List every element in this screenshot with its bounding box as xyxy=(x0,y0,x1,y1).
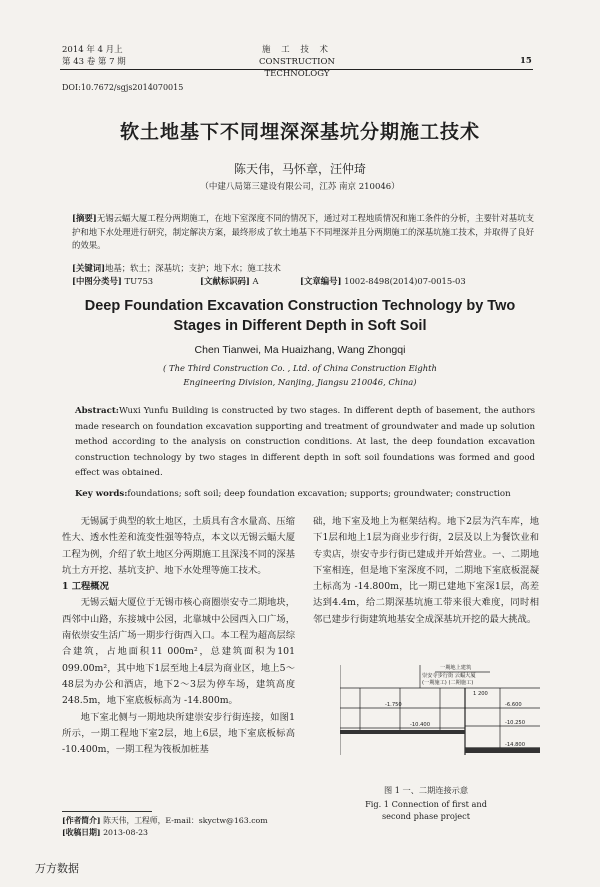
fig-elev-1: -1.750 xyxy=(385,702,402,708)
figure-1-caption-en-line1: Fig. 1 Connection of first and xyxy=(365,799,487,809)
clc-value: TU753 xyxy=(124,276,154,286)
clc-number xyxy=(72,275,153,287)
fig-raft-phase2 xyxy=(465,748,540,753)
footnote-author xyxy=(62,815,268,827)
page-number: 15 xyxy=(520,56,532,66)
fig-label-top3: (一期施工) (二期施工) xyxy=(422,680,474,686)
doc-value: A xyxy=(252,276,259,286)
figure-1-caption-cn: 图 1 一、二期连接示意 xyxy=(383,785,469,795)
volume-issue: 第 43 卷 第 7 期 xyxy=(62,57,126,67)
body-left-column xyxy=(62,514,295,758)
fig-label-top1: 一期地上建筑 xyxy=(440,665,472,671)
fig-elev-2: -6.600 xyxy=(505,702,522,708)
footnote-received-text: 2013-08-23 xyxy=(103,828,149,837)
issue-date: 2014 年 4 月上 xyxy=(62,45,123,55)
figure-1-caption-en xyxy=(313,798,539,822)
article-number xyxy=(300,275,466,287)
authors-cn: 陈天伟，马怀章，汪仲琦 xyxy=(233,162,366,176)
body-paragraph-3: 础，地下室及地上为框架结构。地下2层为汽车库，地下1层和地上1层为商业步行街，2层及以上为餐饮业和专卖店，崇安寺步行街已建成并开始营业。一、二期地下室相连，但是地下室深度不同，二期地下室底板混凝土标高为 -14.800m，比一期已建地下室深1层，高差达到4.4m，给二期深基坑施工带来很大难度，同时相邻已建步行街建筑地基安全成深基坑开挖的最大挑战。 xyxy=(313,516,539,625)
keywords-cn-label: [关键词] xyxy=(72,263,106,273)
fig-dim-1200: 1 200 xyxy=(473,691,488,697)
footnote xyxy=(62,815,268,839)
body-paragraph-1: 无锡云蝠大厦位于无锡市核心商圈崇安寺二期地块，西邻中山路，东接城中公园，北靠城中公园西入口广场，南依崇安生活广场一期步行街西入口。本工程为超高层综合建筑，占地面积11 000m²，总建筑面积为101 099.00m²，其中地下1层至地上4层为商业区，地上5～48层为办公和酒店，地下2～3层为停车场，建筑高度248.5m，地下室底板标高为 -14.800m。 xyxy=(62,597,295,707)
authors-en: Chen Tianwei, Ma Huaizhang, Wang Zhongqi xyxy=(194,344,406,356)
section-heading: 1 工程概况 xyxy=(62,581,109,593)
journal-name-en: CONSTRUCTION TECHNOLOGY xyxy=(259,57,335,79)
keywords-cn-text: 地基；软土；深基坑；支护；地下水；施工技术 xyxy=(105,263,281,273)
doi: DOI:10.7672/sgjs2014070015 xyxy=(62,83,184,92)
fig-label-top2: 崇安寺步行街 云蝠大厦 xyxy=(422,673,476,679)
keywords-en xyxy=(75,489,511,499)
doc-label: [文献标识码] xyxy=(200,276,250,286)
keywords-cn xyxy=(72,262,281,274)
footnote-received-label: [收稿日期] xyxy=(62,828,101,837)
body-right-column xyxy=(313,514,539,628)
header-rule xyxy=(60,69,533,70)
abstract-en-label: Abstract: xyxy=(75,406,119,416)
title-en: Deep Foundation Excavation Construction Technology by Two Stages in Different Depth in Soft Soil xyxy=(84,298,516,334)
title-cn: 软土地基下不同埋深深基坑分期施工技术 xyxy=(119,121,480,143)
abstract-en xyxy=(75,404,535,482)
fig-elev-5: -14.800 xyxy=(505,742,526,748)
watermark: 万方数据 xyxy=(35,862,79,875)
article-value: 1002-8498(2014)07-0015-03 xyxy=(344,276,466,286)
doc-code xyxy=(200,275,259,287)
clc-label: [中图分类号] xyxy=(72,276,122,286)
article-label: [文章编号] xyxy=(300,276,342,286)
abstract-cn-text: 无锡云蝠大厦工程分两期施工，在地下室深度不同的情况下，通过对工程地质情况和施工条件的分析，主要针对基坑支护和地下水处理进行研究，制定解决方案，最终形成了软土地基下不同埋深并且分两期施工的深基坑施工技术，并取得了良好的效果。 xyxy=(72,213,534,250)
figure-1-caption-en-line2: second phase project xyxy=(381,811,471,821)
keywords-en-text: foundations; soft soil; deep foundation excavation; supports; groundwater; construction xyxy=(127,489,511,499)
footnote-rule xyxy=(62,811,152,812)
affiliation-cn: （中建八局第三建设有限公司，江苏 南京 210046） xyxy=(200,182,400,192)
abstract-en-text: Wuxi Yunfu Building is constructed by two stages. In different depth of basement, the authors made research on foundation excavation supporting and treatment of groundwater and made up solution method according to the analysis on construction conditions. At last, the deep foundation excavation construction technology by two stages in different depth in soft soil foundations was formed and good effect was obtained. xyxy=(75,406,535,478)
fig-elev-3: -10.250 xyxy=(505,720,526,726)
figure-1-diagram xyxy=(340,660,540,760)
affiliation-en-line2: Engineering Division, Nanjing, Jiangsu 210046, China) xyxy=(183,376,417,387)
footnote-author-text: 陈天伟，工程师，E-mail：skyctw@163.com xyxy=(103,816,268,825)
running-header-left xyxy=(62,44,126,68)
keywords-en-label: Key words: xyxy=(75,489,128,499)
abstract-cn-label: [摘要] xyxy=(72,213,97,223)
fig-elev-4: -10.400 xyxy=(410,722,431,728)
affiliation-en xyxy=(60,362,540,389)
abstract-cn xyxy=(72,212,534,253)
footnote-received xyxy=(62,827,268,839)
intro-paragraph: 无锡属于典型的软土地区，土质具有含水量高、压缩性大、透水性差和流变性强等特点，本文以无锡云蝠大厦工程为例，介绍了软土地区分两期施工且深浅不同的深基坑土方开挖、基坑支护、地下水处理等施工技术。 xyxy=(62,516,295,576)
body-paragraph-2: 地下室北侧与一期地块所建崇安步行街连接，如图1所示，一期工程地下室2层，地上6层，地下室底板标高 -10.400m，一期工程为筏板加桩基 xyxy=(62,711,295,756)
footnote-author-label: [作者简介] xyxy=(62,816,101,825)
journal-name-cn: 施 工 技 术 xyxy=(261,45,333,55)
running-header-center xyxy=(232,44,362,80)
affiliation-en-line1: ( The Third Construction Co. , Ltd. of China Construction Eighth xyxy=(163,363,437,373)
fig-raft-phase1 xyxy=(340,730,465,734)
